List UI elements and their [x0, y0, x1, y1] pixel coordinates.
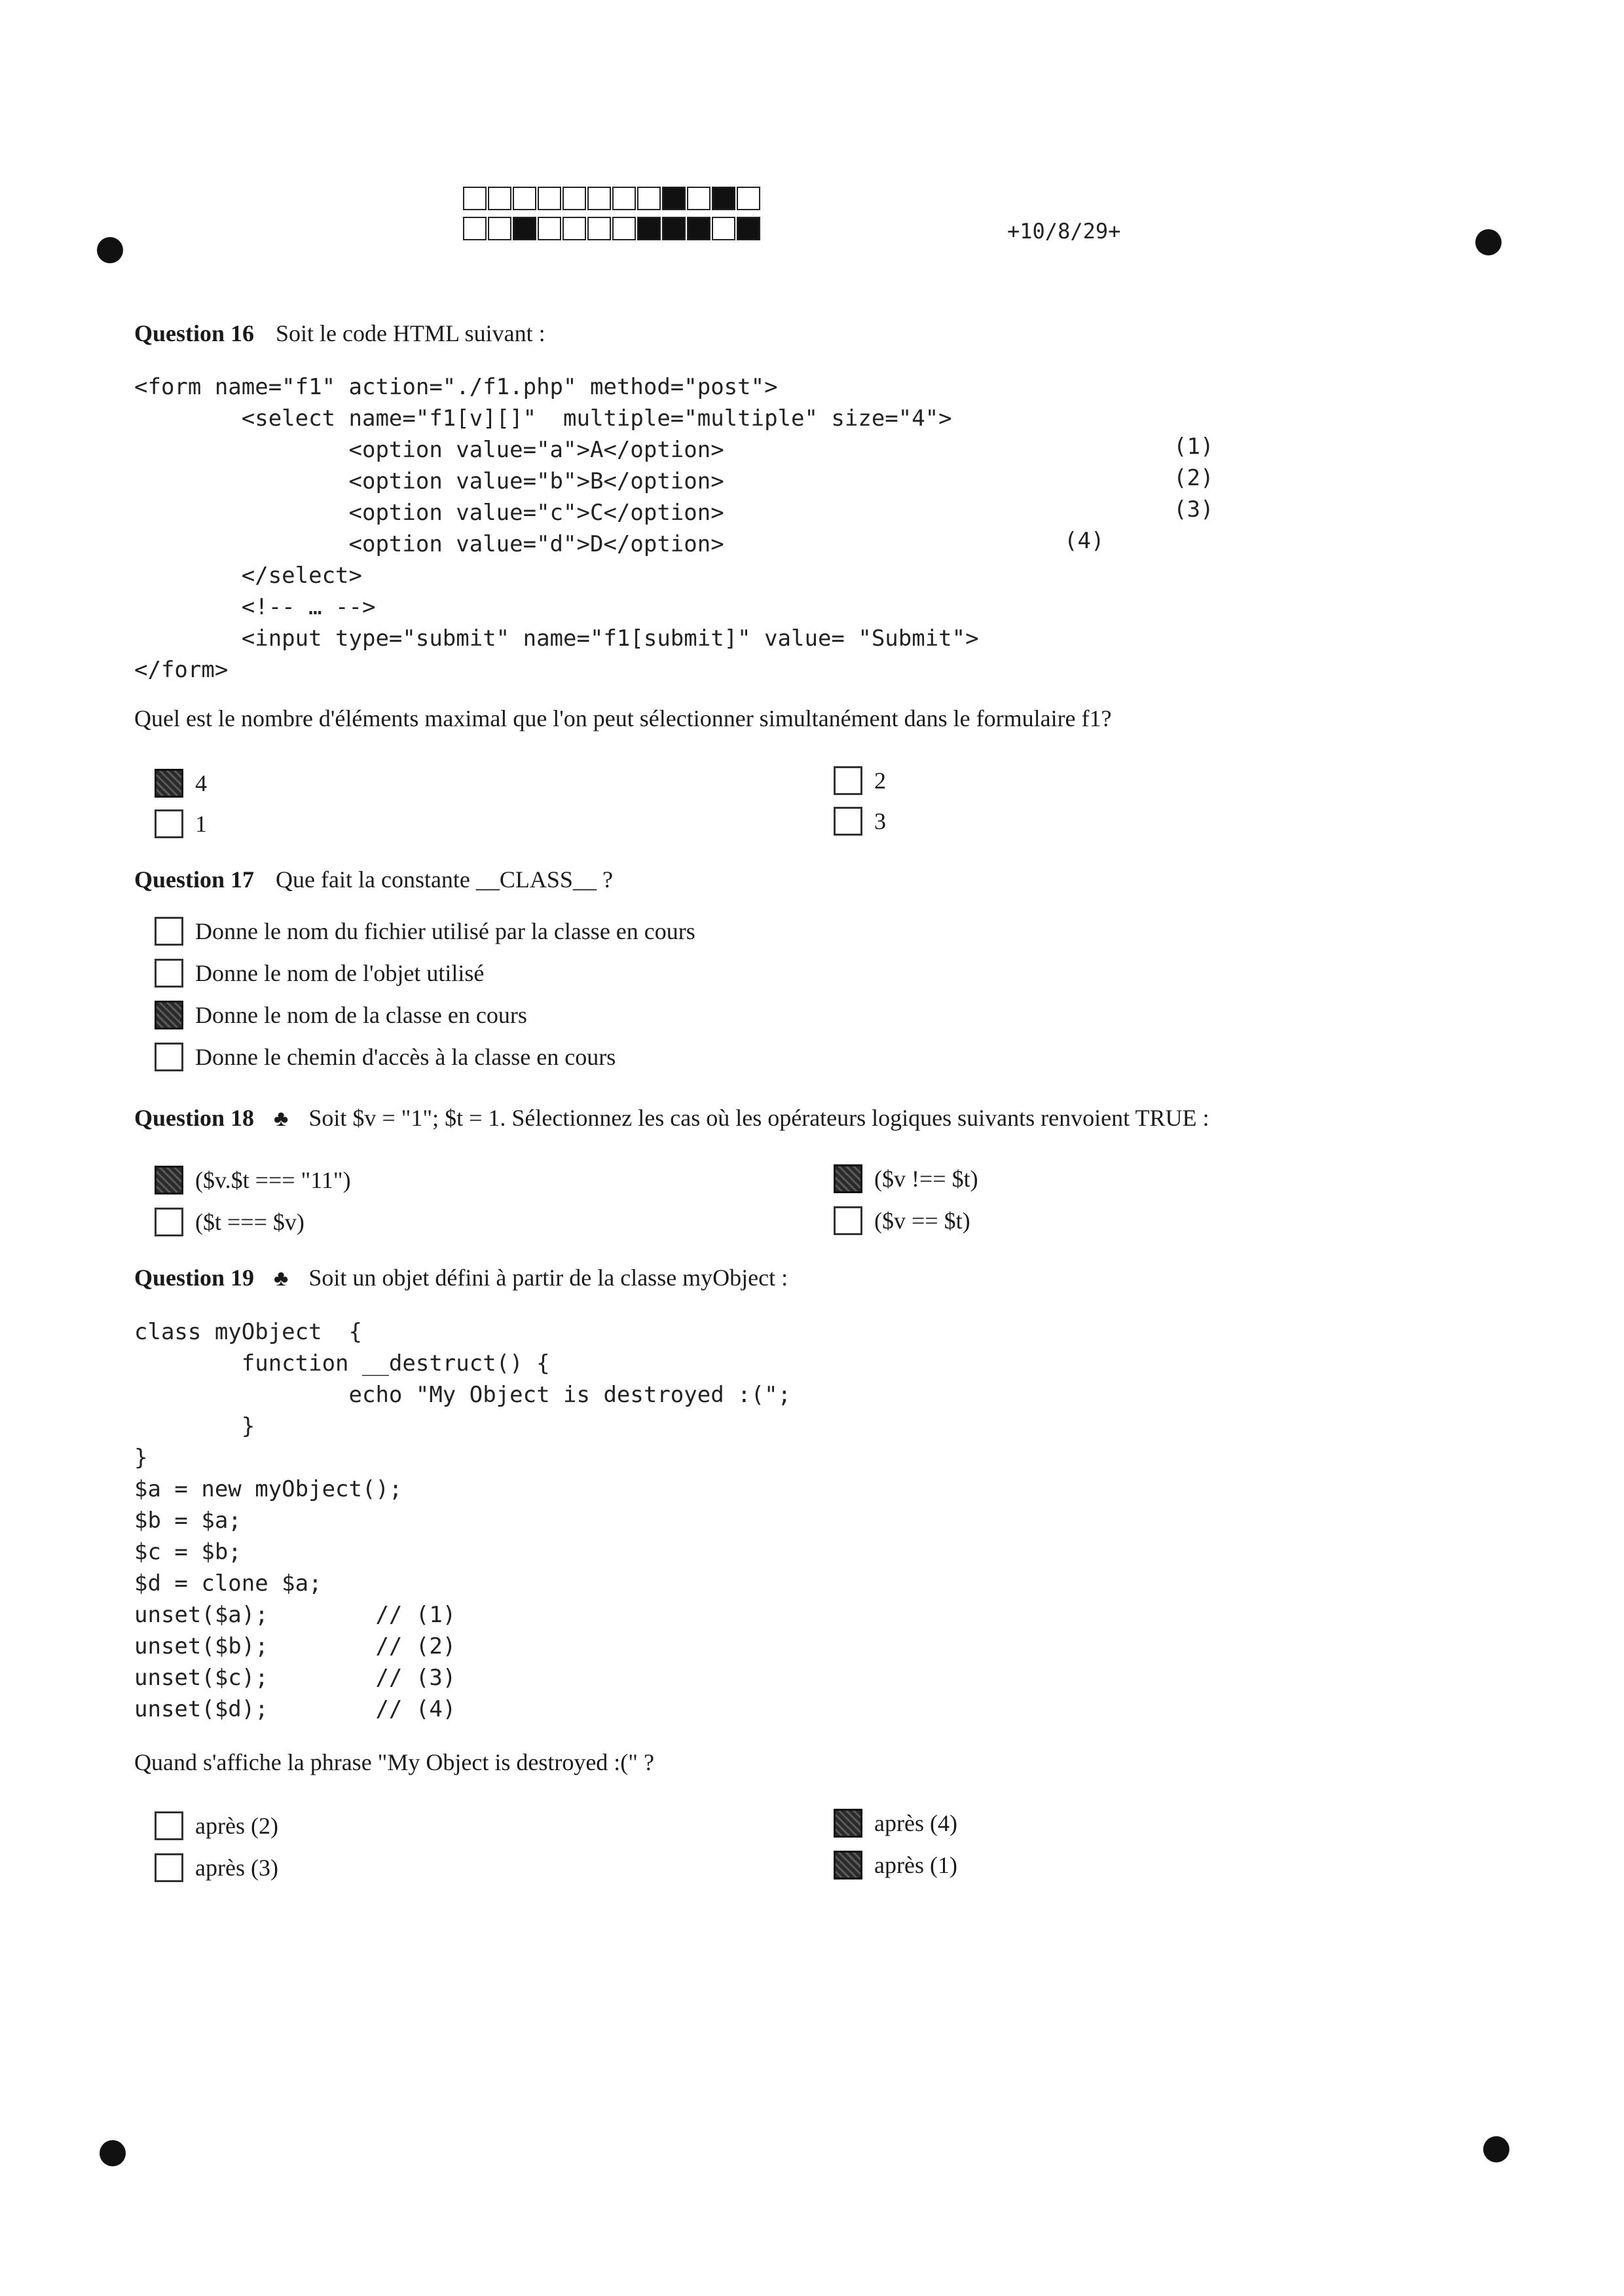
code-line: function __destruct() { [134, 1350, 550, 1377]
checkbox[interactable] [834, 1164, 862, 1193]
code-line: } [134, 1413, 255, 1439]
code-line: <form name="f1" action="./f1.php" method="post"> [134, 374, 778, 400]
id-grid-cell [737, 187, 760, 210]
code-marker-1: (1) [1173, 434, 1214, 460]
question-19-heading [134, 1264, 788, 1291]
option-label: Donne le nom de l'objet utilisé [195, 960, 485, 986]
code-line: $a = new myObject(); [134, 1476, 403, 1502]
id-grid-row-2 [463, 217, 762, 240]
answer-option[interactable] [834, 1206, 970, 1235]
checkbox[interactable] [155, 1208, 183, 1236]
option-label: 4 [195, 770, 207, 796]
id-grid-cell [662, 187, 686, 210]
answer-option[interactable] [155, 1811, 278, 1840]
id-grid-cell [538, 217, 561, 240]
code-line: $b = $a; [134, 1508, 242, 1534]
id-grid-cell [712, 187, 735, 210]
php-code-block [134, 1316, 791, 1725]
answer-option[interactable] [155, 917, 695, 946]
id-grid-cell [687, 217, 710, 240]
checkbox[interactable] [155, 1811, 183, 1840]
answer-option[interactable] [155, 959, 484, 988]
option-label: ($v == $t) [874, 1208, 970, 1234]
option-label: 2 [874, 768, 886, 794]
question-label: Question 18 [134, 1105, 255, 1131]
code-line: class myObject { [134, 1319, 362, 1345]
checkbox[interactable] [155, 769, 183, 798]
code-marker-4: (4) [1064, 528, 1105, 554]
checkbox[interactable] [155, 917, 183, 946]
option-label: après (3) [195, 1855, 278, 1881]
club-icon: ♣ [274, 1267, 289, 1291]
checkbox[interactable] [834, 766, 862, 795]
code-line: $c = $b; [134, 1539, 242, 1565]
id-grid-cell [538, 187, 561, 210]
answer-option[interactable] [834, 807, 886, 836]
id-grid-cell [488, 187, 511, 210]
checkbox[interactable] [834, 807, 862, 836]
code-line: unset($b); // (2) [134, 1633, 456, 1659]
code-line: <input type="submit" name="f1[submit]" value= "Submit"> [134, 625, 979, 652]
code-line: </form> [134, 657, 229, 683]
answer-option[interactable] [834, 1809, 957, 1838]
code-marker-2: (2) [1173, 465, 1214, 491]
option-label: après (4) [874, 1810, 957, 1836]
corner-mark-top-right [1475, 229, 1502, 255]
code-line: unset($c); // (3) [134, 1665, 456, 1691]
option-label: Donne le chemin d'accès à la classe en cours [195, 1044, 616, 1070]
id-grid-cell [662, 217, 686, 240]
answer-option[interactable] [155, 1208, 304, 1236]
code-marker-3: (3) [1173, 496, 1214, 523]
corner-mark-bottom-left [100, 2140, 126, 2166]
checkbox[interactable] [155, 809, 183, 838]
id-grid-cell [463, 187, 487, 210]
club-icon: ♣ [274, 1107, 289, 1131]
code-line: <option value="a">A</option> [134, 437, 724, 463]
id-grid-cell [637, 217, 661, 240]
question-prompt: Quel est le nombre d'éléments maximal que l'on peut sélectionner simultanément dans le formulaire f1? [134, 705, 1112, 731]
id-grid-cell [612, 217, 636, 240]
answer-option[interactable] [834, 1851, 957, 1879]
id-grid-cell [488, 217, 511, 240]
id-grid-cell [513, 187, 536, 210]
checkbox[interactable] [155, 959, 183, 988]
id-grid-cell [587, 187, 611, 210]
question-label: Question 16 [134, 320, 255, 346]
option-label: 1 [195, 811, 207, 837]
corner-mark-top-left [97, 237, 123, 263]
corner-mark-bottom-right [1483, 2136, 1509, 2162]
answer-option[interactable] [834, 766, 886, 795]
option-label: ($v !== $t) [874, 1166, 978, 1192]
question-16-heading [134, 320, 545, 347]
option-label: après (2) [195, 1813, 278, 1839]
id-grid-cell [712, 217, 735, 240]
answer-option[interactable] [834, 1164, 978, 1193]
id-grid-cell [513, 217, 536, 240]
question-prompt: Quand s'affiche la phrase "My Object is destroyed :(" ? [134, 1749, 654, 1775]
code-line: } [134, 1445, 148, 1471]
html-code-block [134, 371, 979, 686]
checkbox[interactable] [155, 1043, 183, 1071]
checkbox[interactable] [155, 1166, 183, 1194]
answer-option[interactable] [155, 1166, 351, 1194]
code-line: echo "My Object is destroyed :("; [134, 1382, 792, 1408]
id-grid-cell [612, 187, 636, 210]
code-line: <option value="c">C</option> [134, 500, 724, 526]
answer-option[interactable] [155, 1001, 527, 1029]
code-line: </select> [134, 563, 362, 589]
question-text: Soit le code HTML suivant : [276, 320, 545, 346]
id-grid-cell [737, 217, 760, 240]
option-label: après (1) [874, 1852, 957, 1878]
code-line: unset($d); // (4) [134, 1696, 456, 1722]
id-grid-cell [563, 187, 586, 210]
question-text: Soit $v = "1"; $t = 1. Sélectionnez les cas où les opérateurs logiques suivants renvoient TRUE : [308, 1105, 1209, 1131]
question-label: Question 19 [134, 1265, 255, 1291]
answer-option[interactable] [155, 1043, 616, 1071]
code-line: <option value="b">B</option> [134, 468, 724, 494]
code-line: $d = clone $a; [134, 1570, 322, 1597]
option-label: 3 [874, 808, 886, 834]
checkbox[interactable] [834, 1851, 862, 1879]
option-label: ($v.$t === "11") [195, 1167, 351, 1193]
checkbox[interactable] [155, 1001, 183, 1029]
id-grid-cell [587, 217, 611, 240]
code-line: <select name="f1[v][]" multiple="multiple" size="4"> [134, 405, 952, 432]
question-17-heading [134, 866, 613, 893]
id-grid-cell [687, 187, 710, 210]
id-grid-row-1 [463, 187, 762, 210]
page-id: +10/8/29+ [1007, 219, 1121, 244]
id-grid-cell [563, 217, 586, 240]
code-line: <!-- … --> [134, 594, 376, 620]
answer-option[interactable] [155, 809, 207, 838]
checkbox[interactable] [834, 1809, 862, 1838]
question-text: Soit un objet défini à partir de la classe myObject : [308, 1265, 788, 1291]
checkbox[interactable] [834, 1206, 862, 1235]
code-line: <option value="d">D</option> [134, 531, 724, 557]
question-text: Que fait la constante __CLASS__ ? [276, 866, 613, 893]
answer-option[interactable] [155, 769, 207, 798]
checkbox[interactable] [155, 1853, 183, 1882]
option-label: ($t === $v) [195, 1209, 304, 1235]
option-label: Donne le nom du fichier utilisé par la classe en cours [195, 918, 695, 944]
question-18-heading [134, 1104, 1209, 1132]
option-label: Donne le nom de la classe en cours [195, 1002, 527, 1028]
id-grid-cell [637, 187, 661, 210]
code-line: unset($a); // (1) [134, 1602, 456, 1628]
answer-option[interactable] [155, 1853, 278, 1882]
id-grid-cell [463, 217, 487, 240]
question-label: Question 17 [134, 866, 255, 893]
